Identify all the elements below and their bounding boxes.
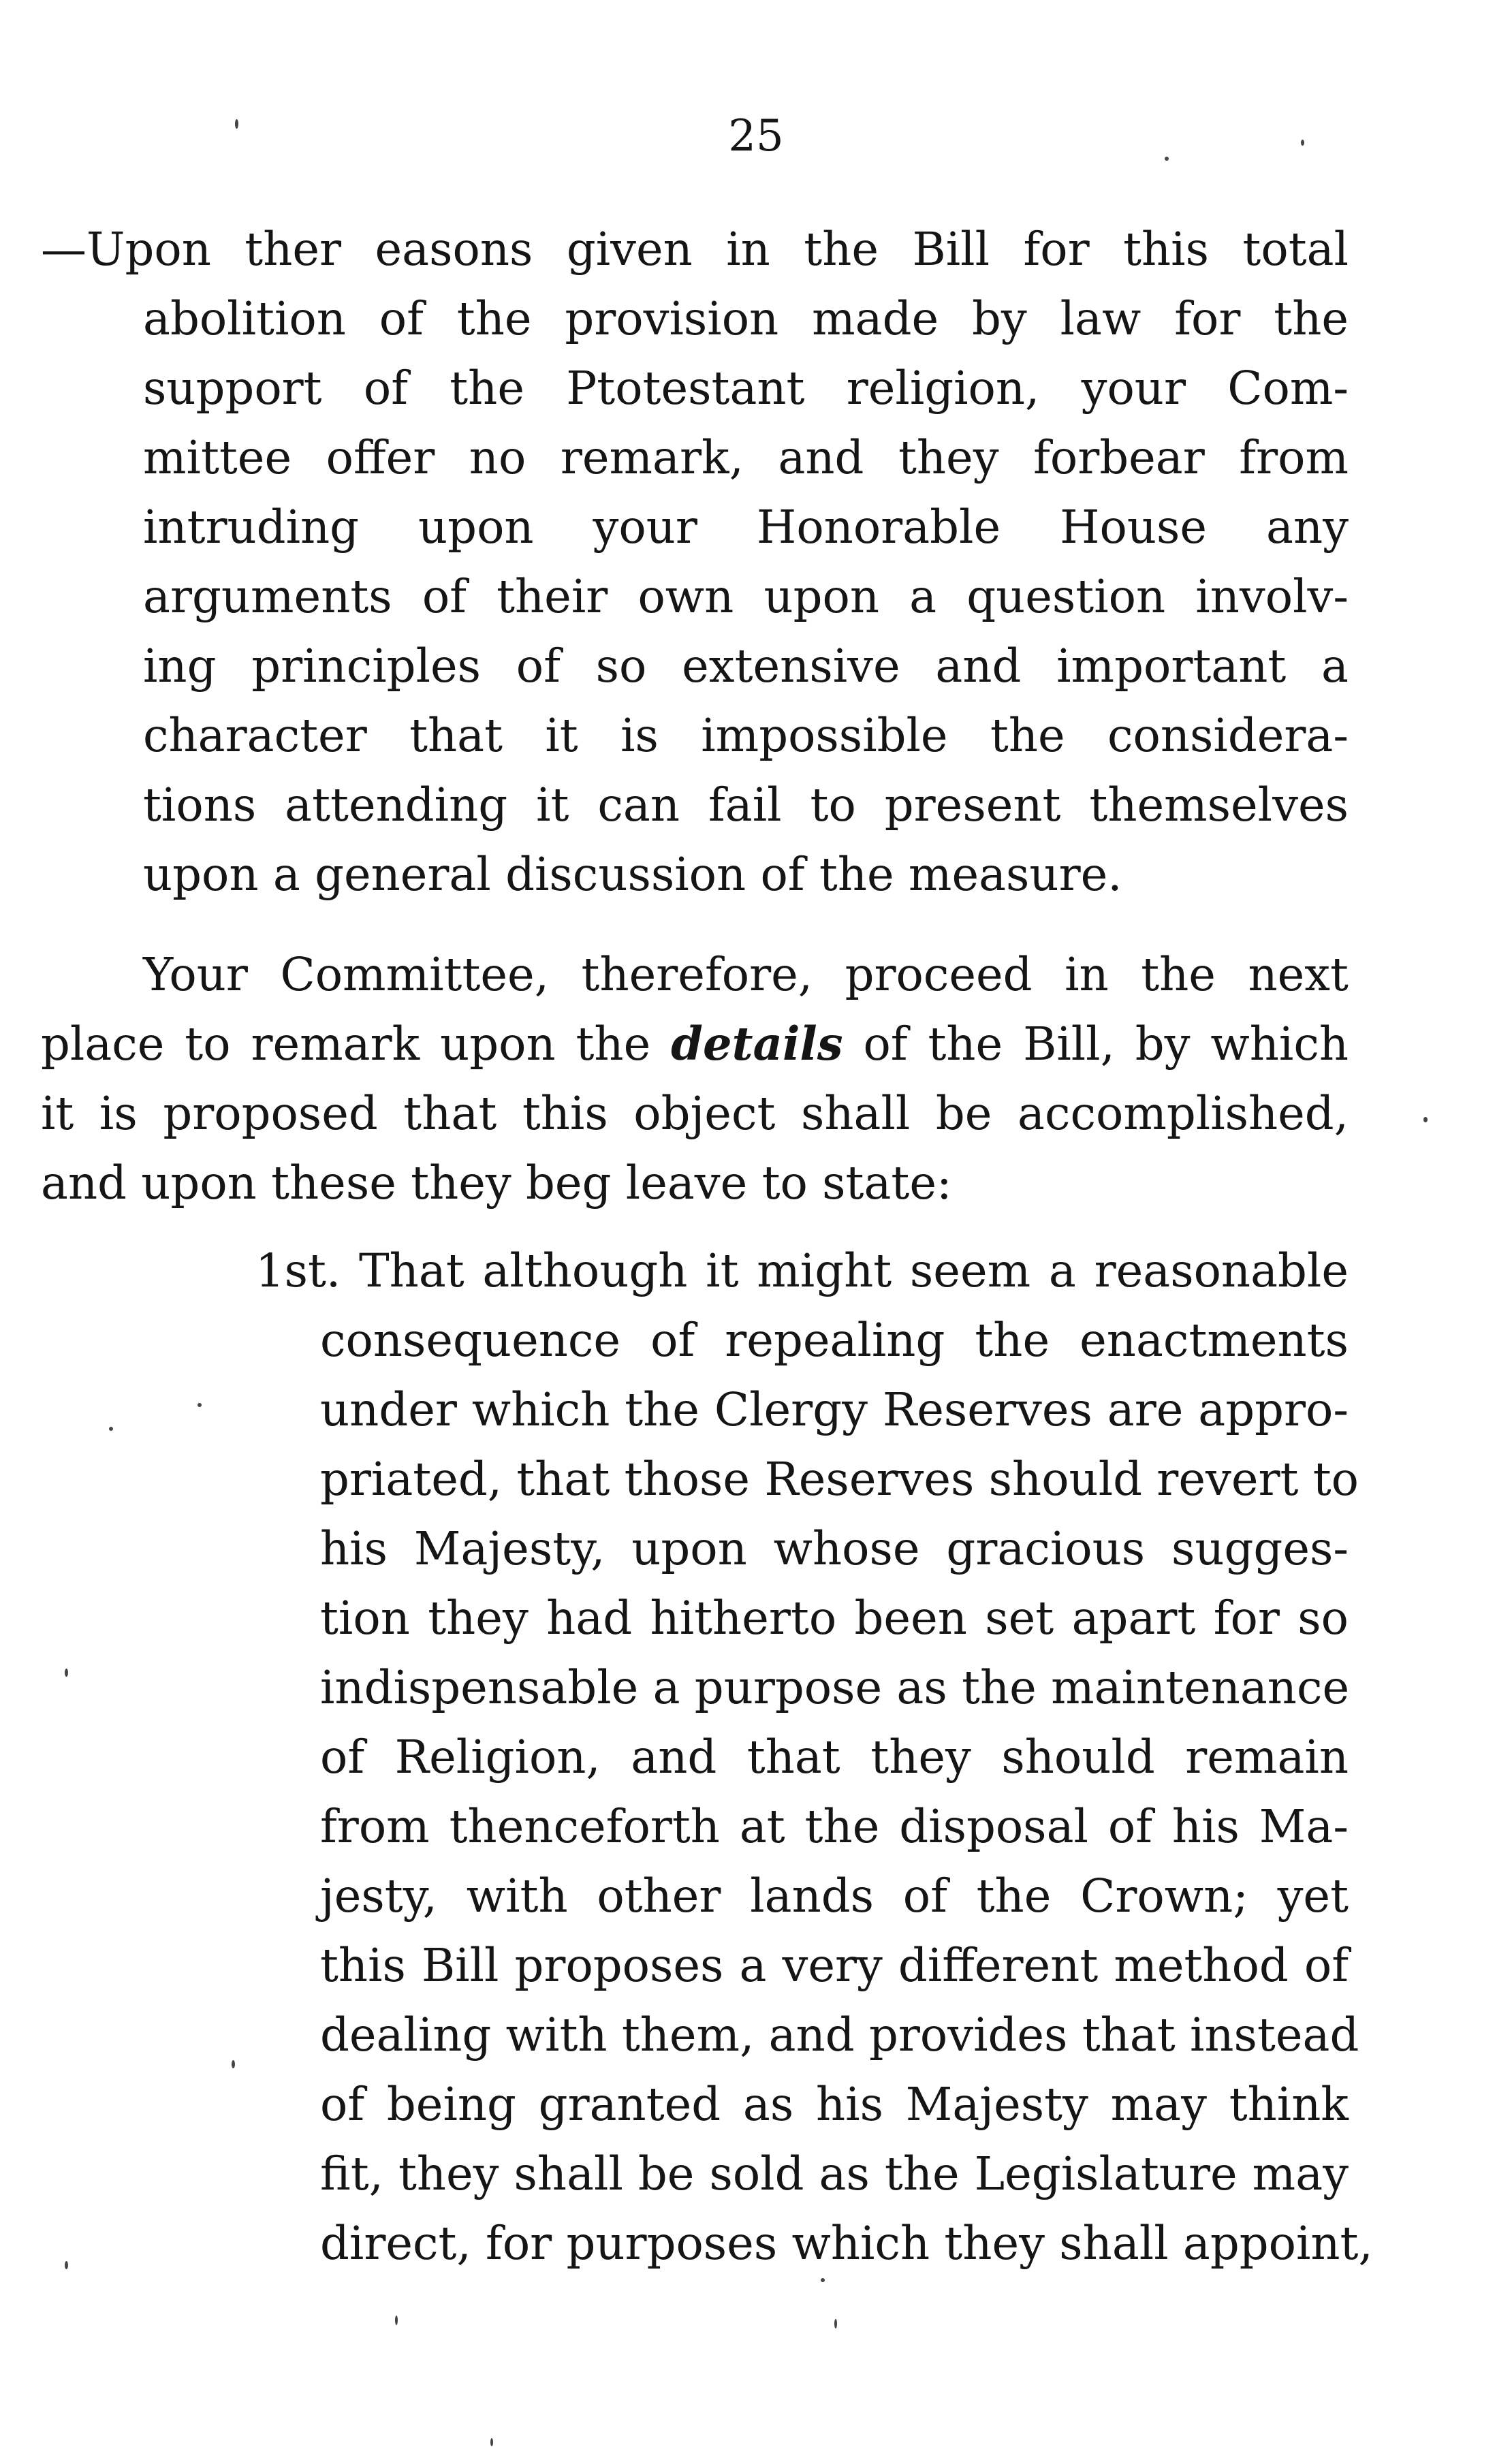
- text-line: mittee offer no remark, and they forbear from: [143, 431, 1349, 484]
- text-line: consequence of repealing the enactments: [320, 1314, 1349, 1367]
- scan-speck: [1423, 1117, 1428, 1122]
- text-segment: place to remark upon the: [41, 1017, 672, 1071]
- text-line: this Bill proposes a very different method of: [320, 1939, 1349, 1992]
- scan-speck: [1165, 157, 1169, 161]
- scan-speck: [1301, 140, 1304, 146]
- scan-speck: [65, 2261, 68, 2269]
- page-number: 25: [728, 111, 784, 161]
- scan-speck: [395, 2316, 398, 2325]
- text-line: his Majesty, upon whose gracious sugges-: [320, 1522, 1349, 1575]
- text-line: intruding upon your Honorable House any: [143, 501, 1349, 554]
- scan-speck: [235, 119, 238, 129]
- text-line: upon a general discussion of the measure.: [143, 848, 1122, 901]
- paragraph-your-committee: [41, 940, 1349, 1218]
- text-line: from thenceforth at the disposal of his Ma-: [320, 1800, 1349, 1853]
- text-line: and upon these they beg leave to state:: [41, 1156, 952, 1210]
- text-line: direct, for purposes which they shall appoint,: [320, 2217, 1373, 2270]
- paragraph-upon-the-reasons: [41, 215, 1349, 909]
- text-line: indispensable a purpose as the maintenance: [320, 1661, 1350, 1714]
- text-line: tions attending it can fail to present themselves: [143, 778, 1349, 832]
- text-line: abolition of the provision made by law for the: [143, 292, 1349, 345]
- scan-speck: [232, 2060, 235, 2068]
- text-line: priated, that those Reserves should revert to: [320, 1453, 1359, 1506]
- text-line: 1st. That although it might seem a reasonable: [255, 1244, 1349, 1297]
- text-line: —Upon ther easons given in the Bill for this total: [41, 223, 1349, 276]
- scan-speck: [821, 2278, 825, 2282]
- text-line: dealing with them, and provides that instead: [320, 2008, 1359, 2062]
- italic-word-details: details: [671, 1017, 843, 1071]
- text-line: of Religion, and that they should remain: [320, 1731, 1349, 1784]
- text-line: jesty, with other lands of the Crown; yet: [320, 1869, 1349, 1923]
- text-segment: of the Bill, by which: [842, 1017, 1349, 1071]
- text-line: Your Committee, therefore, proceed in the next: [143, 948, 1349, 1001]
- text-line: support of the Ptotestant religion, your Com-: [143, 362, 1349, 415]
- scan-speck: [834, 2319, 837, 2328]
- text-line: under which the Clergy Reserves are appro-: [320, 1383, 1349, 1436]
- text-line: it is proposed that this object shall be accomplished,: [41, 1087, 1349, 1140]
- scan-speck: [65, 1669, 68, 1677]
- text-line: character that it is impossible the considera-: [143, 709, 1349, 762]
- scan-speck: [109, 1427, 113, 1431]
- text-line: ing principles of so extensive and important a: [143, 639, 1349, 693]
- text-line: arguments of their own upon a question involv-: [143, 570, 1349, 623]
- text-line: fit, they shall be sold as the Legislature may: [320, 2147, 1349, 2200]
- scan-speck: [198, 1403, 202, 1407]
- scan-speck: [490, 2438, 493, 2446]
- text-line: of being granted as his Majesty may think: [320, 2078, 1349, 2131]
- text-line-with-italic: [41, 1009, 1349, 1079]
- paragraph-first-point: [255, 1236, 1373, 2278]
- text-line: tion they had hitherto been set apart for so: [320, 1592, 1349, 1645]
